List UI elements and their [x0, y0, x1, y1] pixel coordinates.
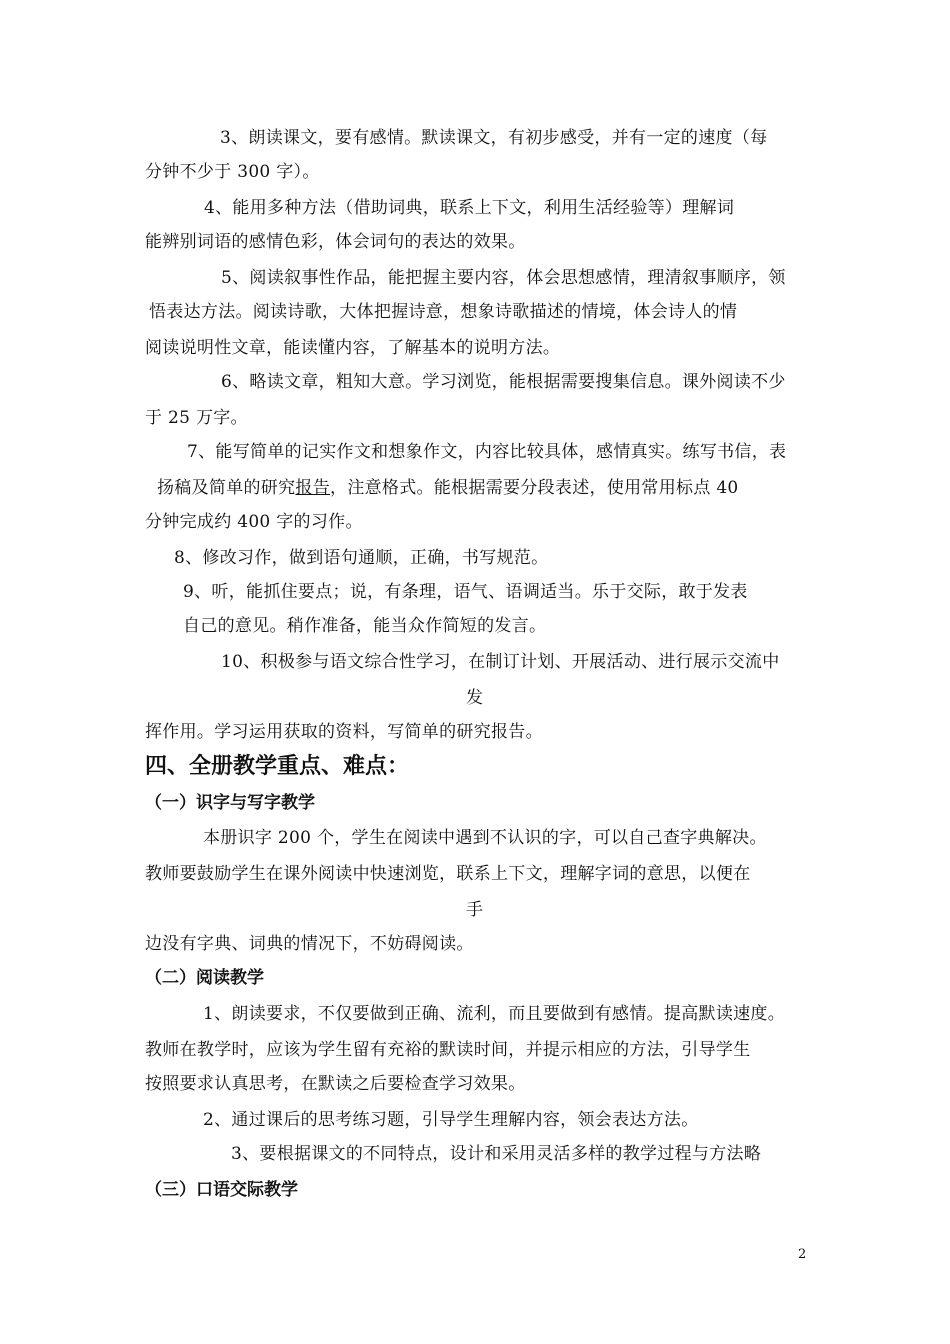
- body-text-line: 10、积极参与语文综合性学习，在制订计划、开展活动、进行展示交流中: [221, 652, 780, 672]
- body-text-line: 7、能写简单的记实作文和想象作文，内容比较具体，感情真实。练写书信，表: [187, 442, 787, 462]
- body-text-line: 分钟完成约 400 字的习作。: [145, 512, 363, 532]
- body-text-line: 挥作用。学习运用获取的资料，写简单的研究报告。: [145, 722, 543, 742]
- body-text-line: [157, 476, 739, 500]
- body-text-line: 自己的意见。稍作准备，能当众作简短的发言。: [183, 616, 547, 636]
- body-text-line: 3、朗读课文，要有感情。默读课文，有初步感受，并有一定的速度（每: [220, 128, 768, 148]
- body-text-line: 分钟不少于 300 字）。: [145, 162, 320, 182]
- body-text-line: 6、略读文章，粗知大意。学习浏览，能根据需要搜集信息。课外阅读不少: [221, 372, 786, 392]
- body-text-line: 教师要鼓励学生在课外阅读中快速浏览，联系上下文，理解字词的意思，以便在: [145, 864, 751, 884]
- body-text-line: 按照要求认真思考，在默读之后要检查学习效果。: [145, 1074, 526, 1094]
- section-heading: 四、全册教学重点、难点：: [145, 754, 410, 779]
- body-text-line: 本册识字 200 个，学生在阅读中遇到不认识的字，可以自己查字典解决。: [203, 828, 767, 848]
- body-text-line: 边没有字典、词典的情况下，不妨碍阅读。: [145, 934, 474, 954]
- body-text-line: 阅读说明性文章，能读懂内容，了解基本的说明方法。: [145, 338, 561, 358]
- body-text-line: 发: [466, 688, 484, 708]
- body-text-segment: ，注意格式。能根据需要分段表述，使用常用标点 40: [330, 478, 739, 498]
- subsection-heading: （一）识字与写字教学: [145, 793, 315, 813]
- body-text-line: 1、朗读要求，不仅要做到正确、流利，而且要做到有感情。提高默读速度。: [203, 1004, 786, 1024]
- subsection-heading: （二）阅读教学: [145, 968, 264, 988]
- body-text-line: 9、听，能抓住要点；说，有条理，语气、语调适当。乐于交际，敢于发表: [183, 582, 748, 602]
- body-text-line: 悟表达方法。阅读诗歌，大体把握诗意，想象诗歌描述的情境，体会诗人的情: [149, 302, 738, 322]
- body-text-line: 于 25 万字。: [145, 408, 248, 428]
- body-text-segment: 扬稿及简单的研究: [157, 478, 296, 498]
- body-text-line: 手: [466, 900, 484, 920]
- body-text-line: 3、要根据课文的不同特点，设计和采用灵活多样的教学过程与方法略: [231, 1144, 762, 1164]
- subsection-heading: （三）口语交际教学: [145, 1180, 298, 1200]
- body-text-line: 能辨别词语的感情色彩，体会词句的表达的效果。: [145, 232, 526, 252]
- report-link[interactable]: 报告: [295, 478, 331, 498]
- page-number: 2: [798, 1247, 807, 1262]
- body-text-line: 2、通过课后的思考练习题，引导学生理解内容，领会表达方法。: [203, 1110, 699, 1130]
- body-text-line: 4、能用多种方法（借助词典，联系上下文，利用生活经验等）理解词: [204, 198, 735, 218]
- body-text-line: 8、修改习作，做到语句通顺，正确，书写规范。: [174, 548, 549, 568]
- body-text-line: 5、阅读叙事性作品，能把握主要内容，体会思想感情，理清叙事顺序，领: [221, 268, 786, 288]
- body-text-line: 教师在教学时，应该为学生留有充裕的默读时间，并提示相应的方法，引导学生: [145, 1040, 751, 1060]
